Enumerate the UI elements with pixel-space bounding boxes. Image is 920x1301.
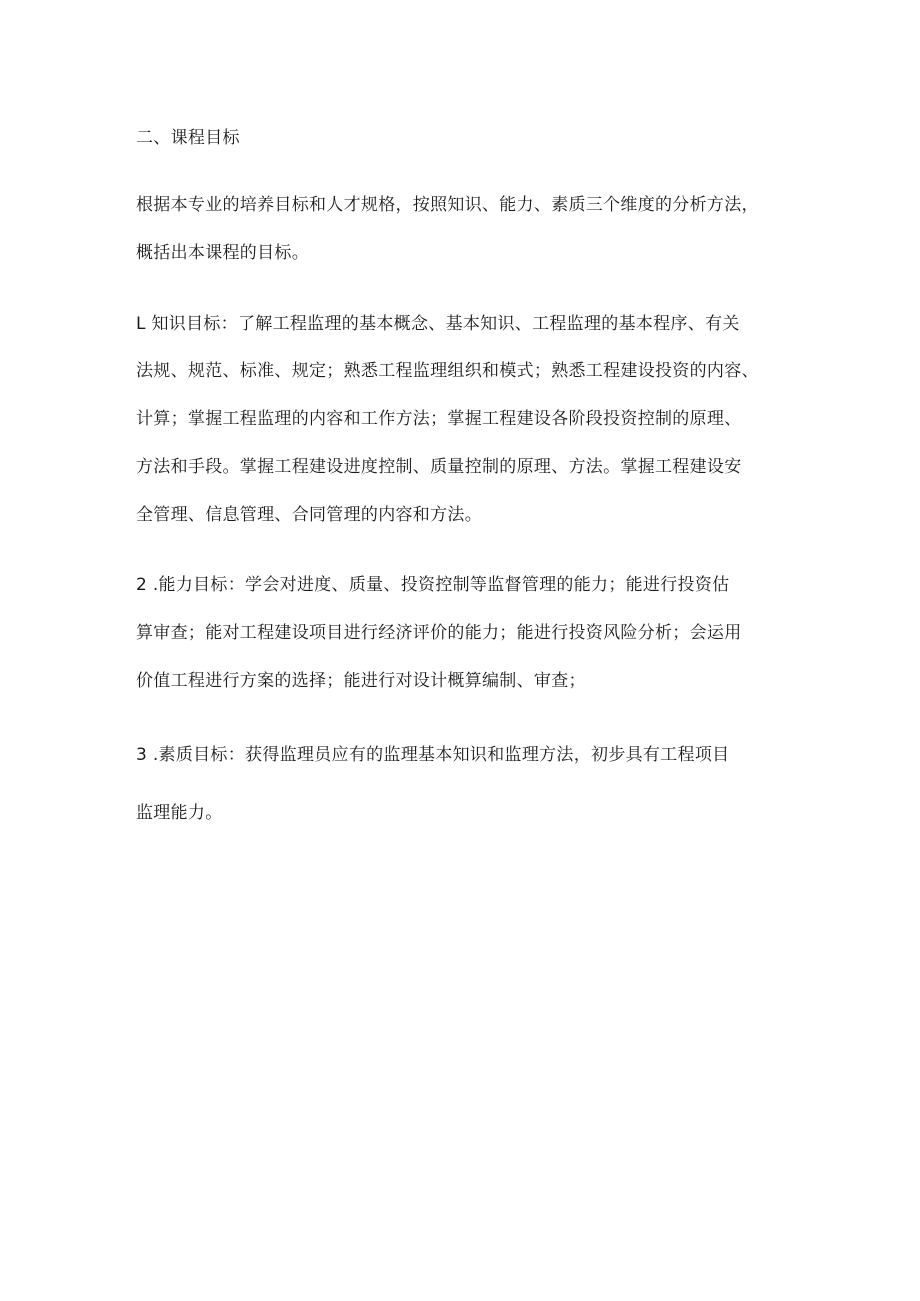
paragraph-line: 3 .素质目标：获得监理员应有的监理基本知识和监理方法，初步具有工程项目 <box>136 745 730 765</box>
paragraph-line: 算审查；能对工程建设项目进行经济评价的能力；能进行投资风险分析；会运用 <box>136 623 742 643</box>
paragraph-line: L 知识目标：了解工程监理的基本概念、基本知识、工程监理的基本程序、有关 <box>136 314 740 334</box>
paragraph-line: 2 .能力目标：学会对进度、质量、投资控制等监督管理的能力；能进行投资估 <box>136 575 730 595</box>
paragraph-line: 方法和手段。掌握工程建设进度控制、质量控制的原理、方法。掌握工程建设安 <box>136 457 742 477</box>
paragraph-line: 监理能力。 <box>136 803 223 823</box>
paragraph-line: 计算；掌握工程监理的内容和工作方法；掌握工程建设各阶段投资控制的原理、 <box>136 409 742 429</box>
paragraph-line: 法规、规范、标准、规定；熟悉工程监理组织和模式；熟悉工程建设投资的内容、 <box>136 361 759 381</box>
paragraph-line: 全管理、信息管理、合同管理的内容和方法。 <box>136 505 482 525</box>
paragraph-line: 价值工程进行方案的选择；能进行对设计概算编制、审查； <box>136 671 586 691</box>
section-heading: 二、课程目标 <box>136 128 240 148</box>
paragraph-line: 根据本专业的培养目标和人才规格，按照知识、能力、素质三个维度的分析方法， <box>136 195 759 215</box>
paragraph-line: 概括出本课程的目标。 <box>136 243 309 263</box>
